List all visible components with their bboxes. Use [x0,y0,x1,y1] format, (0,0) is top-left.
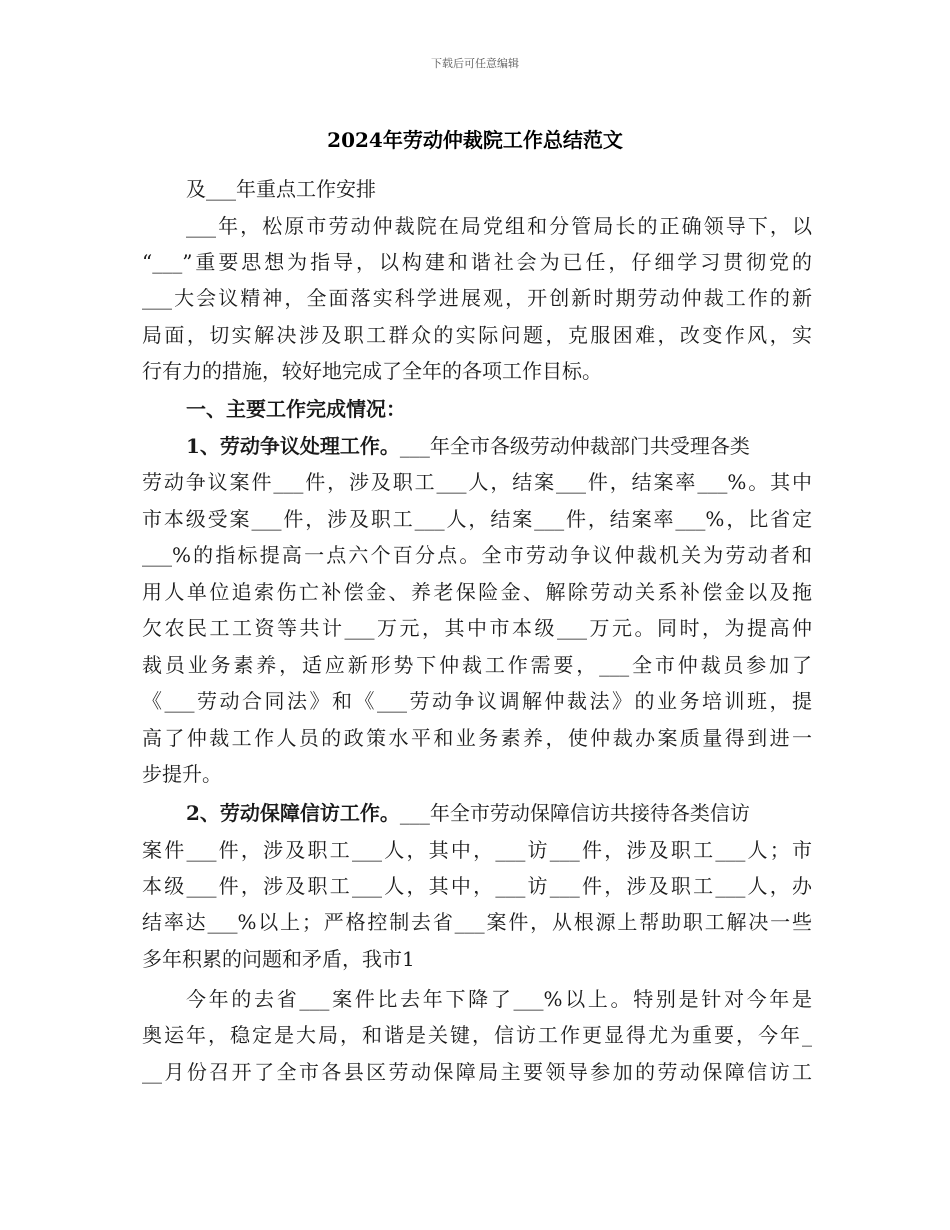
paragraph-line [186,432,750,460]
paragraph-line: 欠农民工工资等共计___万元，其中市本级___万元。同时，为提高仲 [142,616,812,640]
paragraph-line: ___年，松原市劳动仲裁院在局党组和分管局长的正确领导下，以 [186,214,812,238]
paragraph-line: 裁员业务素养，适应新形势下仲裁工作需要，___全市仲裁员参加了 [142,653,812,677]
paragraph-line: 今年的去省___案件比去年下降了___%以上。特别是针对今年是 [186,987,812,1011]
paragraph-line: ___%的指标提高一点六个百分点。全市劳动争议仲裁机关为劳动者和 [142,543,812,567]
document-title: 2024年劳动仲裁院工作总结范文 [327,128,623,152]
paragraph-line: 步提升。 [142,762,222,786]
paragraph-text: ___年全市劳动保障信访共接待各类信访 [399,801,750,825]
header-note: 下载后可任意编辑 [431,57,519,70]
paragraph-line: 高了仲裁工作人员的政策水平和业务素养，使仲裁办案质量得到进一 [142,726,812,750]
paragraph-line: 奥运年，稳定是大局，和谐是关键，信访工作更显得尤为重要，今年_ [142,1023,812,1047]
paragraph-line: 多年积累的问题和矛盾，我市1 [142,947,415,971]
paragraph-line: 案件___件，涉及职工___人，其中，___访___件，涉及职工___人；市 [142,838,812,862]
paragraph-line: 结率达___%以上；严格控制去省___案件，从根源上帮助职工解决一些 [142,910,812,934]
paragraph-line: 及___年重点工作安排 [186,177,376,201]
subsection-heading: 1、劳动争议处理工作。 [186,434,400,458]
paragraph-line: __月份召开了全市各县区劳动保障局主要领导参加的劳动保障信访工 [142,1060,812,1084]
paragraph-line: 劳动争议案件___件，涉及职工___人，结案___件，结案率___%。其中 [142,470,812,494]
paragraph-line: ___大会议精神，全面落实科学进展观，开创新时期劳动仲裁工作的新 [142,286,812,310]
paragraph-line: 市本级受案___件，涉及职工___人，结案___件，结案率___%，比省定 [142,507,812,531]
paragraph-line: “___”重要思想为指导，以构建和谐社会为已任，仔细学习贯彻党的 [142,250,812,274]
paragraph-text: ___年全市各级劳动仲裁部门共受理各类 [399,434,750,458]
section-heading: 一、主要工作完成情况： [186,397,406,421]
paragraph-line: 《___劳动合同法》和《___劳动争议调解仲裁法》的业务培训班，提 [142,689,812,713]
paragraph-line: 本级___件，涉及职工___人，其中，___访___件，涉及职工___人，办 [142,874,812,898]
paragraph-line [186,799,750,827]
paragraph-line: 行有力的措施，较好地完成了全年的各项工作目标。 [142,359,602,383]
paragraph-line: 局面，切实解决涉及职工群众的实际问题，克服困难，改变作风，实 [142,323,812,347]
paragraph-line: 用人单位追索伤亡补偿金、养老保险金、解除劳动关系补偿金以及拖 [142,580,812,604]
subsection-heading: 2、劳动保障信访工作。 [186,801,400,825]
